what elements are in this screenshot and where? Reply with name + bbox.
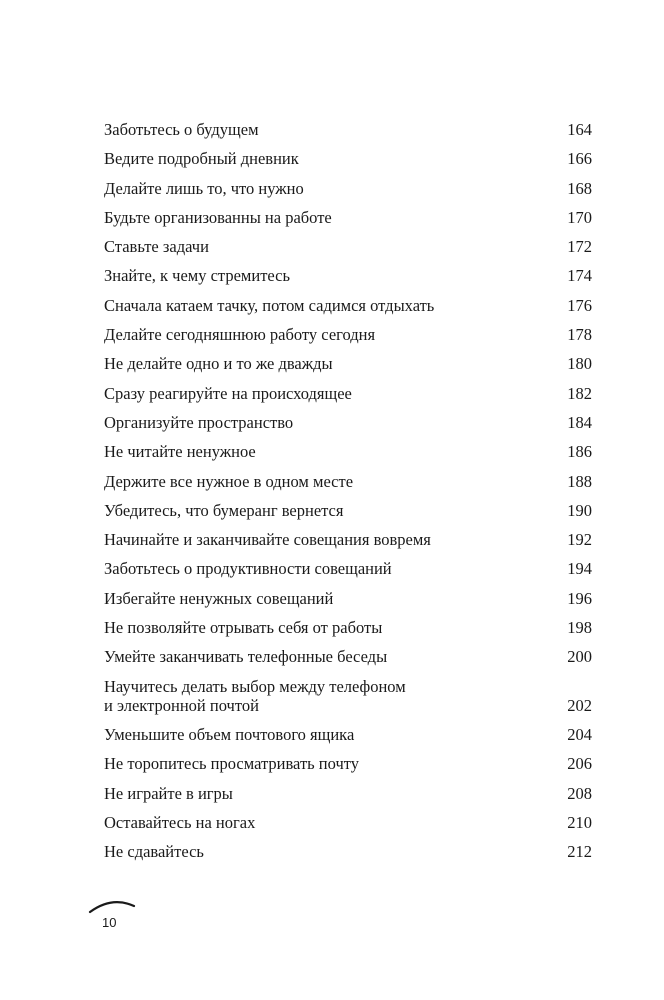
toc-entry-title-line: Не читайте ненужное [104, 442, 256, 462]
toc-entry-title-line: Будьте организованны на работе [104, 207, 332, 227]
toc-entry[interactable] [104, 413, 592, 432]
toc-entry[interactable] [104, 442, 592, 461]
toc-entry[interactable] [104, 120, 592, 139]
toc-entry[interactable] [104, 589, 592, 608]
toc-entry-title-line: Заботьтесь о продуктивности совещаний [104, 559, 392, 579]
toc-entry-title-line: Оставайтесь на ногах [104, 812, 256, 832]
toc-entry[interactable] [104, 354, 592, 373]
toc-entry[interactable] [104, 618, 592, 637]
toc-entry-title [104, 413, 567, 432]
toc-entry-page: 168 [567, 178, 592, 198]
toc-entry[interactable] [104, 472, 592, 491]
toc-entry-page: 204 [567, 724, 592, 744]
toc-entry-title [104, 442, 567, 461]
toc-entry-title [104, 677, 567, 715]
toc-entry-title-line: Начинайте и заканчивайте совещания вовремя [104, 530, 431, 550]
toc-entry-page: 192 [567, 530, 592, 550]
toc-entry-title [104, 120, 567, 139]
toc-entry-page: 188 [567, 471, 592, 491]
toc-entry-page: 184 [567, 412, 592, 432]
toc-entry-title-line: Не сдавайтесь [104, 842, 204, 862]
toc-entry-title-line: Держите все нужное в одном месте [104, 471, 354, 491]
toc-entry[interactable] [104, 813, 592, 832]
toc-entry-page: 206 [567, 754, 592, 774]
toc-entry-title-line: Уменьшите объем почтового ящика [104, 724, 355, 744]
toc-entry-page: 164 [567, 120, 592, 139]
toc-entry-page: 174 [567, 266, 592, 286]
toc-entry[interactable] [104, 784, 592, 803]
toc-entry-title [104, 237, 567, 256]
toc-entry-title-line: Заботьтесь о будущем [104, 120, 259, 139]
toc-entry-title-line: Не играйте в игры [104, 783, 233, 803]
toc-entry-title [104, 472, 567, 491]
toc-entry-title-line: Делайте сегодняшнюю работу сегодня [104, 325, 376, 345]
toc-entry-title-line: Убедитесь, что бумеранг вернется [104, 500, 344, 520]
toc-entry[interactable] [104, 208, 592, 227]
toc-entry-page: 196 [567, 588, 592, 608]
page-folio [88, 896, 148, 936]
toc-entry-title [104, 501, 567, 520]
folio-arc-ornament [88, 896, 148, 916]
toc-entry-title-line: Научитесь делать выбор между телефоном [104, 676, 406, 696]
toc-entry-page: 202 [567, 695, 592, 715]
toc-entry-title [104, 325, 567, 344]
toc-entry-title [104, 784, 567, 803]
toc-entry-title-line: Делайте лишь то, что нужно [104, 178, 304, 198]
toc-entry-title [104, 559, 567, 578]
toc-entry-title [104, 618, 567, 637]
toc-entry-title-line: Ведите подробный дневник [104, 149, 299, 169]
toc-entry-title-line: Не торопитесь просматривать почту [104, 754, 359, 774]
toc-entry-title [104, 208, 567, 227]
toc-entry-title [104, 530, 567, 549]
toc-entry-page: 210 [567, 812, 592, 832]
toc-entry-title [104, 354, 567, 373]
toc-entry-title-line: Знайте, к чему стремитесь [104, 266, 290, 286]
toc-entry-page: 198 [567, 618, 592, 638]
toc-entry-page: 194 [567, 559, 592, 579]
toc-entry-title [104, 296, 567, 315]
toc-entry-title-line: Умейте заканчивать телефонные беседы [104, 647, 388, 667]
toc-entry-title [104, 842, 567, 861]
toc-entry[interactable] [104, 237, 592, 256]
toc-entry[interactable] [104, 266, 592, 285]
toc-entry-title-line: Ставьте задачи [104, 237, 209, 257]
toc-entry-page: 186 [567, 442, 592, 462]
toc-entry-title-line: Организуйте пространство [104, 412, 294, 432]
toc-entry-title-line: и электронной почтой [104, 695, 259, 715]
toc-entry-title [104, 725, 567, 744]
table-of-contents [104, 120, 592, 871]
toc-entry-title-line: Избегайте ненужных совещаний [104, 588, 334, 608]
toc-entry[interactable] [104, 677, 592, 715]
toc-entry[interactable] [104, 296, 592, 315]
toc-entry[interactable] [104, 530, 592, 549]
toc-entry[interactable] [104, 559, 592, 578]
toc-entry-page: 166 [567, 149, 592, 169]
toc-entry[interactable] [104, 725, 592, 744]
toc-entry[interactable] [104, 149, 592, 168]
toc-entry-page: 180 [567, 354, 592, 374]
toc-entry-title [104, 266, 567, 285]
toc-entry[interactable] [104, 325, 592, 344]
toc-entry-page: 182 [567, 383, 592, 403]
toc-entry[interactable] [104, 647, 592, 666]
toc-entry-title-line: Не позволяйте отрывать себя от работы [104, 618, 383, 638]
toc-entry-page: 172 [567, 237, 592, 257]
toc-entry-title [104, 813, 567, 832]
toc-entry-page: 170 [567, 207, 592, 227]
toc-entry[interactable] [104, 179, 592, 198]
toc-entry-title-line: Сразу реагируйте на происходящее [104, 383, 352, 403]
toc-entry-title-line: Не делайте одно и то же дважды [104, 354, 333, 374]
toc-entry-page: 208 [567, 783, 592, 803]
toc-entry-page: 212 [567, 842, 592, 862]
page-number: 10 [102, 915, 117, 930]
toc-entry-page: 200 [567, 647, 592, 667]
toc-entry[interactable] [104, 501, 592, 520]
toc-entry[interactable] [104, 842, 592, 861]
toc-entry-page: 176 [567, 295, 592, 315]
toc-entry-page: 190 [567, 500, 592, 520]
toc-entry[interactable] [104, 384, 592, 403]
toc-entry-title [104, 149, 567, 168]
toc-entry-title [104, 647, 567, 666]
toc-entry-title-line: Сначала катаем тачку, потом садимся отдыхать [104, 295, 435, 315]
toc-entry-title [104, 384, 567, 403]
toc-entry-title [104, 179, 567, 198]
toc-entry-title [104, 754, 567, 773]
toc-entry-title [104, 589, 567, 608]
toc-entry-page: 178 [567, 325, 592, 345]
toc-entry[interactable] [104, 754, 592, 773]
